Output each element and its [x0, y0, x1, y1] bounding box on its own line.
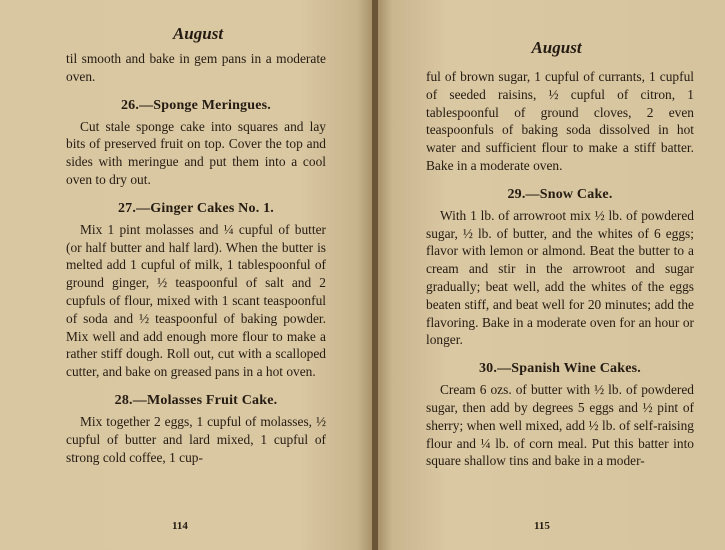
page-body [66, 50, 326, 466]
recipe-text: With 1 lb. of arrowroot mix ½ lb. of powdered sugar, ½ lb. of butter, and the whites of 6 eggs; flavor with lemon or almond. Beat the butter to a cream and stir in the arrowroot and sugar gradually; beat well, add the whites of the eggs beaten stiff, and beat well for 20 minutes; add the flavoring. Bake in a moderate oven for an hour or longer. [426, 207, 694, 348]
recipe-text: Mix together 2 eggs, 1 cupful of molasses, ½ cupful of butter and lard mixed, 1 cupful of strong cold coffee, 1 cup- [66, 413, 326, 465]
page-number: 115 [534, 520, 550, 532]
recipe-title: 28.—Molasses Fruit Cake. [114, 392, 278, 408]
running-header: August [172, 24, 224, 43]
recipe-text: Mix 1 pint molasses and ¼ cupful of butter (or half butter and half lard). When the butter is melted add 1 cupful of milk, 1 tablespoonful of ground ginger, ½ teaspoonful of salt and 2 cupfuls of flour, mixed with 1 scant teaspoonful of soda and ½ teaspoonful of baking powder. Mix well and add enough more flour to make a rather stiff dough. Roll out, cut with a scalloped cutter, and bake on greased pans in a hot oven. [66, 221, 326, 380]
running-header: August [531, 38, 582, 57]
recipe-title: 30.—Spanish Wine Cakes. [478, 361, 642, 377]
recipe-text: Cream 6 ozs. of butter with ½ lb. of powdered sugar, then add by degrees 5 eggs and ½ pint of sherry; when well mixed, add ½ lb. of self-raising flour and ¼ lb. of corn meal. Put this batter into square shallow tins and bake in a moder- [426, 382, 694, 469]
page-number: 114 [172, 520, 188, 532]
right-page [378, 0, 725, 550]
recipe-title: 27.—Ginger Cakes No. 1. [117, 200, 274, 216]
continuation-text: til smooth and bake in gem pans in a moderate oven. [66, 51, 326, 84]
continuation-text: ful of brown sugar, 1 cupful of currants, 1 cupful of seeded raisins, ½ cupful of citron, 1 tablespoonful of ground cloves, 2 even teaspoonfuls of baking soda dissolved in hot water and sufficient flour to make a stiff batter. Bake in a moderate oven. [426, 69, 694, 173]
page-body [426, 68, 694, 470]
recipe-title: 26.—Sponge Meringues. [120, 97, 272, 113]
recipe-title: 29.—Snow Cake. [507, 186, 613, 202]
recipe-text: Cut stale sponge cake into squares and lay bits of preserved fruit on top. Cover the top and sides with meringue and put them into a cool oven to dry out. [66, 118, 326, 187]
